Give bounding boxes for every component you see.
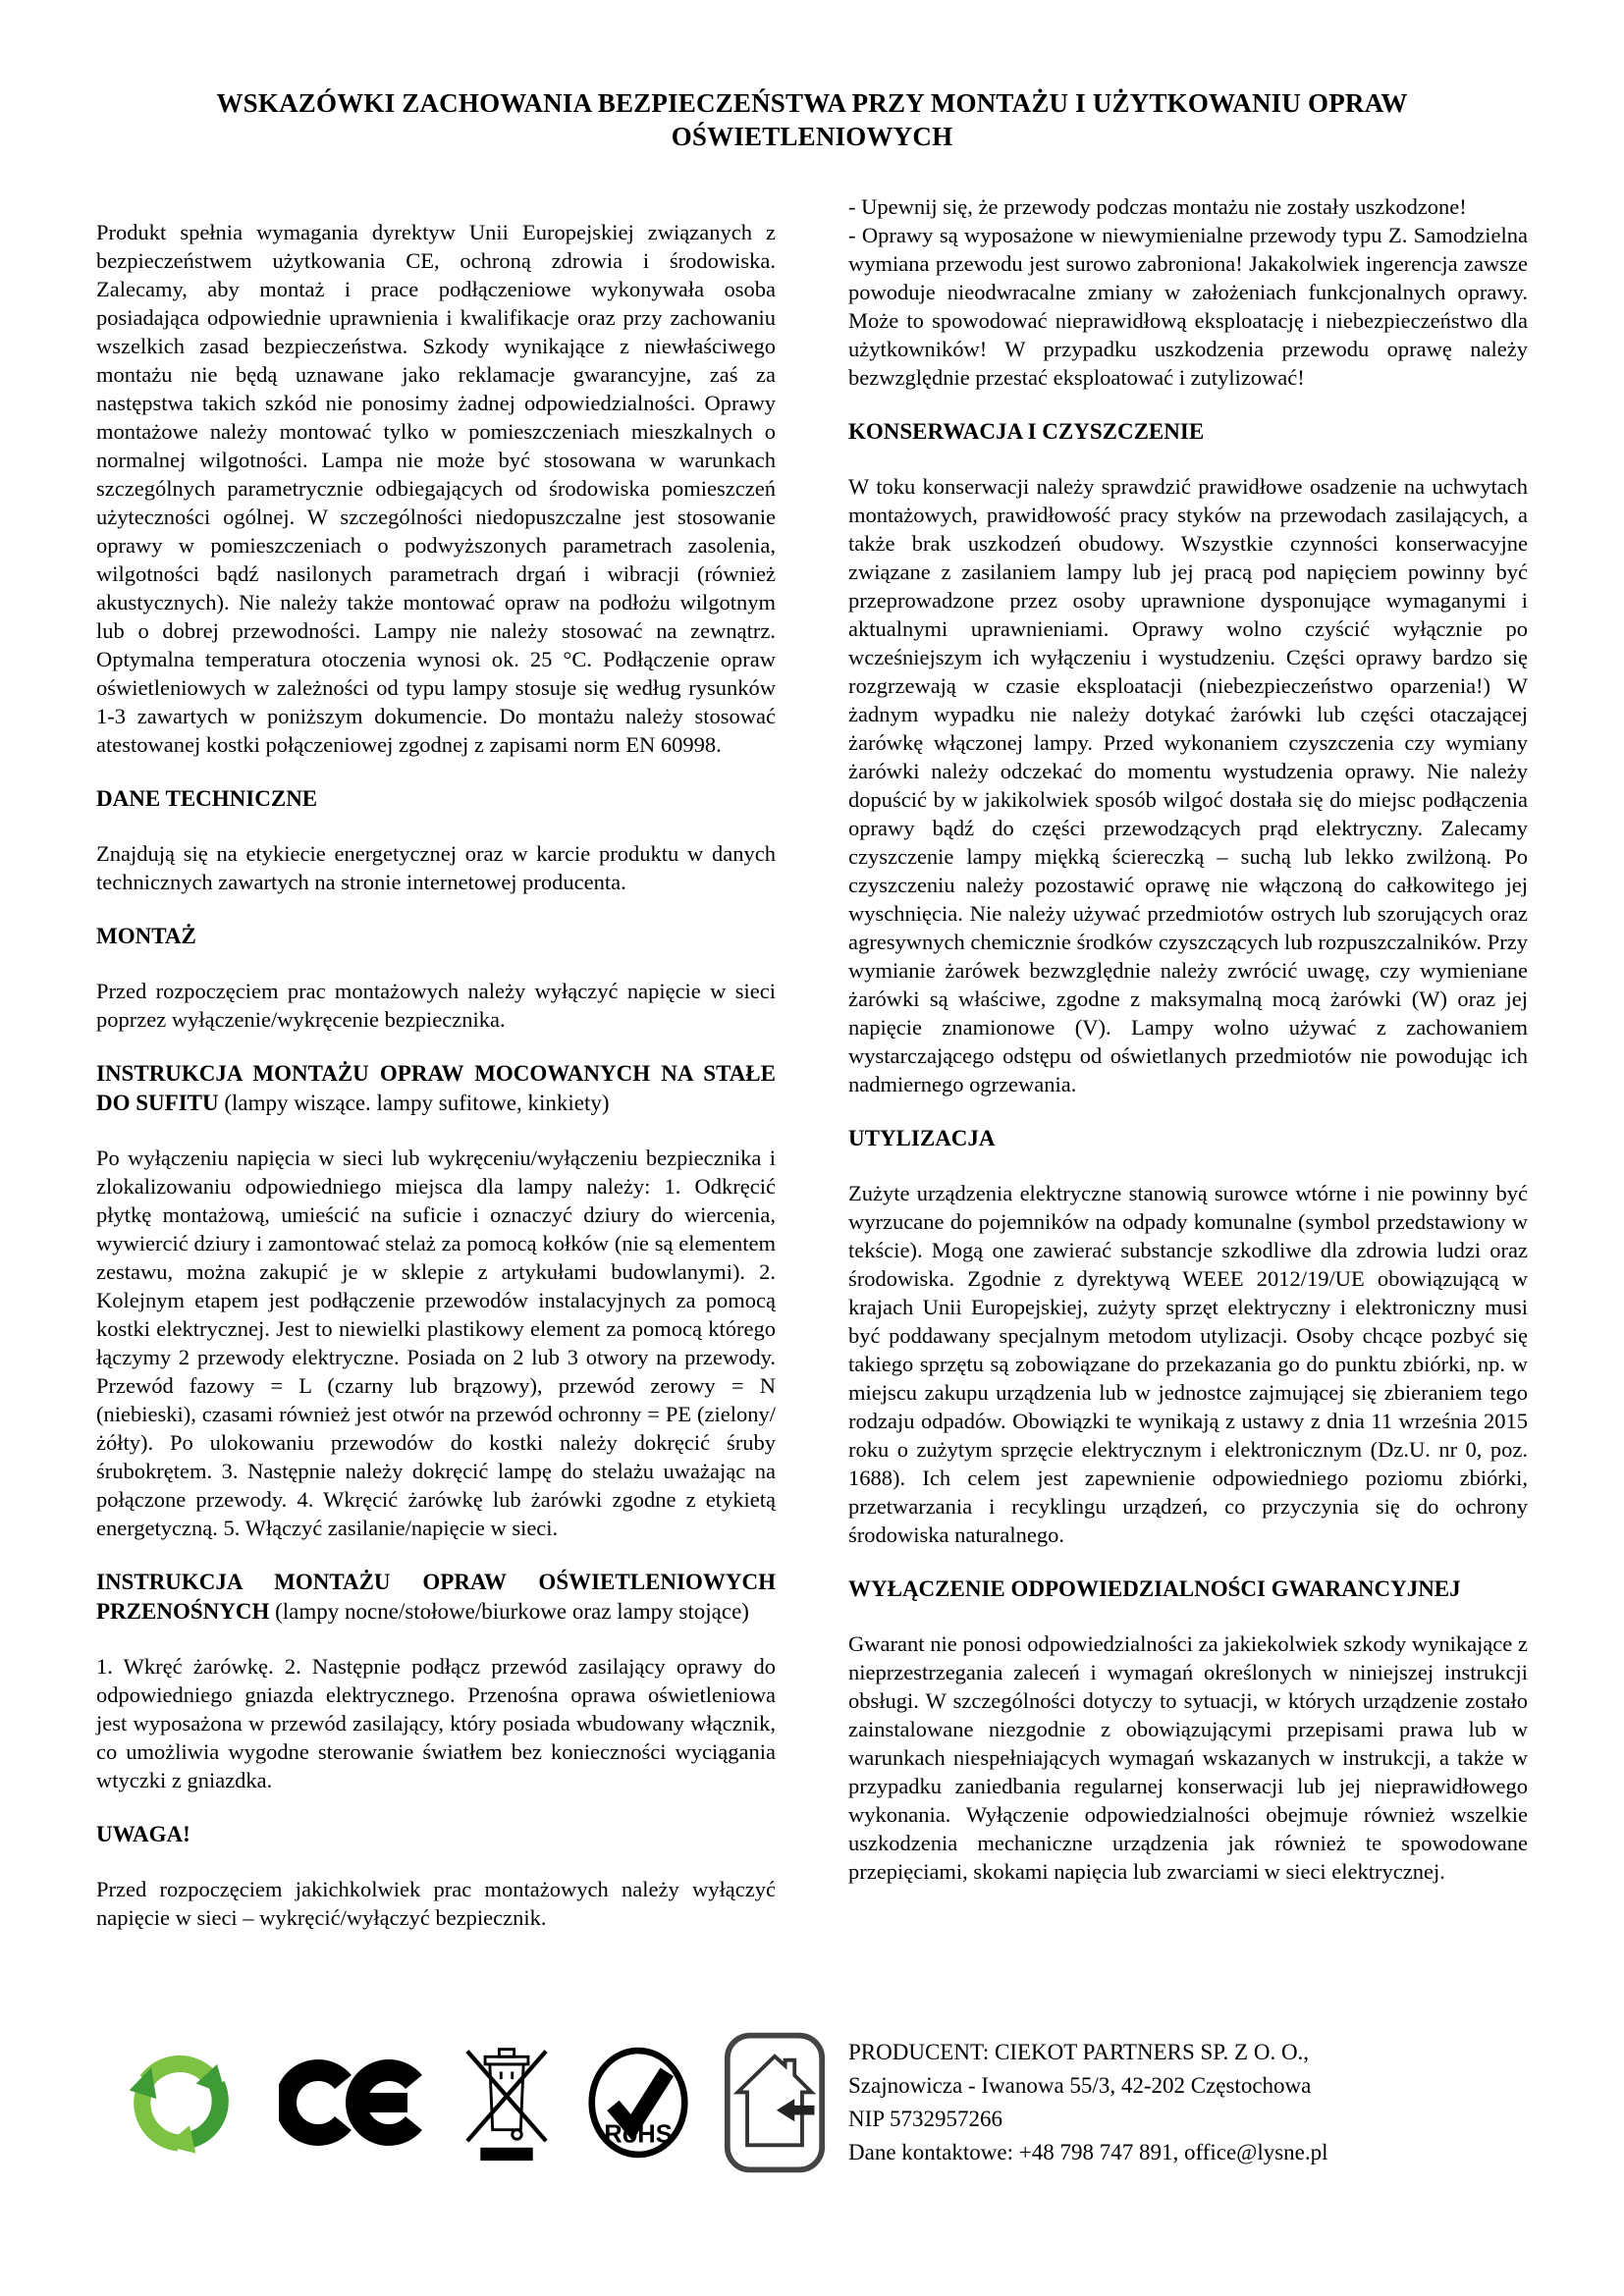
heading-instrukcja-sufit-note: (lampy wiszące. lampy sufitowe, kinkiety) [218,1091,610,1115]
warning-bullet-2: - Oprawy są wyposażone w niewymienialne przewody typu Z. Samodzielna wymiana przewodu jest surowo zabroniona! Jakakolwiek ingerencja zawsze powoduje nieodwracalne zmiany w założeniach funkcjonalnych oprawy. Może to spowodować nieprawidłową eksploatację i niebezpieczeństwo dla użytkowników! W przypadku uszkodzenia przewodu oprawę należy bezwzględnie przestać eksploatować i zutylizować! [848,223,1528,390]
rohs-icon [587,2046,689,2160]
producer-contact-line: Dane kontaktowe: +48 798 747 891, office@lysne.pl [848,2140,1328,2164]
heading-instrukcja-przenosne [96,1568,776,1627]
left-column [96,192,776,1957]
producer-address-line: Szajnowicza - Iwanowa 55/3, 42-202 Częstochowa [848,2073,1312,2098]
footer [96,2030,1528,2175]
rohs-label: RoHS [604,2120,673,2149]
heading-dane-techniczne: DANE TECHNICZNE [96,786,318,811]
producer-name-line: PRODUCENT: CIEKOT PARTNERS SP. Z O. O., [848,2040,1310,2064]
utylizacja-paragraph: Zużyte urządzenia elektryczne stanowią surowce wtórne i nie powinny być wyrzucane do pojemników na odpady komunalne (symbol przedstawiony w tekście). Mogą one zawierać substancje szkodliwe dla zdrowia ludzi oraz środowiska. Zgodnie z dyrektywą WEEE 2012/19/UE obowiązującą w krajach Unii Europejskiej, zużyty sprzęt elektryczny i elektroniczny musi być poddawany specjalnym metodom utylizacji. Osoby chcące pozbyć się takiego sprzętu są zobowiązane do przekazania go do punktu zbiórki, np. w miejscu zakupu urządzenia lub w jednostce zajmującej się zbieraniem tego rodzaju odpadów. Obowiązki te wynikają z ustawy z dnia 11 września 2015 roku o zużytym sprzęcie elektrycznym i elektronicznym (Dz.U. nr 0, poz. 1688). Ich celem jest zapewnienie odpowiedniego poziomu zbiórki, przetwarzania i recyklingu urządzeń, co przyczynia się do ochrony środowiska naturalnego. [848,1181,1528,1547]
heading-instrukcja-sufit [96,1059,776,1118]
house-return-icon [723,2030,827,2175]
ce-mark-icon [279,2054,426,2152]
montaz-paragraph: Przed rozpoczęciem prac montażowych należy wyłączyć napięcie w sieci poprzez wyłączenie/wykręcenie bezpiecznika. [96,979,776,1032]
certification-icons-row [96,2030,827,2175]
instrukcja-przenosne-paragraph: 1. Wkręć żarówkę. 2. Następnie podłącz przewód zasilający oprawy do odpowiedniego gniazda elektrycznego. Przenośna oprawa oświetleniowa jest wyposażona w przewód zasilający, który posiada wbudowany włącznik, co umożliwia wygodne sterowanie światłem bez konieczności wyciągania wtyczki z gniazdka. [96,1654,776,1792]
two-column-layout [96,192,1528,1957]
heading-utylizacja: UTYLIZACJA [848,1126,996,1150]
konserwacja-paragraph: W toku konserwacji należy sprawdzić prawidłowe osadzenie na uchwytach montażowych, prawidłowość pracy styków na przewodach zasilających, a także brak uszkodzeń obudowy. Wszystkie czynności konserwacyjne związane z zasilaniem lampy lub jej pracą pod napięciem powinny być przeprowadzone przez osoby uprawnione dysponujące wymaganymi i aktualnymi uprawnieniami. Oprawy wolno czyścić wyłącznie po wcześniejszym ich wyłączeniu i wystudzeniu. Części oprawy bardzo się rozgrzewają w czasie eksploatacji (niebezpieczeństwo oparzenia!) W żadnym wypadku nie należy dotykać żarówki lub części otaczającej żarówkę włączonej lampy. Przed wykonaniem czyszczenia czy wymiany żarówki należy odczekać do momentu wystudzenia oprawy. Nie należy dopuścić by w jakikolwiek sposób wilgoć dostała się do miejsc podłączenia oprawy bądź do części przewodzących prąd elektryczny. Zalecamy czyszczenie lampy miękką ściereczką – suchą lub lekko zwilżoną. Po czyszczeniu należy pozostawić oprawę nie włączoną do całkowitego jej wyschnięcia. Nie należy używać przedmiotów ostrych lub szorujących oraz agresywnych chemicznie środków czyszczących lub rozpuszczalników. Przy wymianie żarówek bezwzględnie należy zwrócić uwagę, czy wymieniane żarówki są właściwe, zgodne z maksymalną mocą żarówki (W) oraz jej napięcie znamionowe (V). Lampy wolno używać z zachowaniem wystarczającego odstępu od oświetlanych przedmiotów nie powodując ich nadmiernego ogrzewania. [848,474,1528,1096]
heading-instrukcja-przenosne-note: (lampy nocne/stołowe/biurkowe oraz lampy stojące) [269,1599,749,1624]
heading-gwarancja: WYŁĄCZENIE ODPOWIEDZIALNOŚCI GWARANCYJNEJ [848,1576,1461,1601]
heading-uwaga: UWAGA! [96,1822,190,1846]
gwarancja-paragraph: Gwarant nie ponosi odpowiedzialności za jakiekolwiek szkody wynikające z nieprzestrzegania zaleceń i wymagań określonych w niniejszej instrukcji obsługi. W szczególności dotyczy to sytuacji, w których urządzenie zostało zainstalowane niezgodnie z obowiązującymi przepisami prawa lub w warunkach niespełniających wymagań wskazanych w instrukcji, a także w przypadku zaniedbania regularnej konserwacji lub jej nieprawidłowego wykonania. Wyłączenie odpowiedzialności obejmuje również wszelkie uszkodzenia mechaniczne urządzenia jak również te spowodowane przepięciami, skokami napięcia lub zwarciami w sieci elektrycznej. [848,1631,1528,1884]
producer-nip-line: NIP 5732957266 [848,2107,1002,2131]
intro-paragraph: Produkt spełnia wymagania dyrektyw Unii Europejskiej związanych z bezpieczeństwem użytkowania CE, ochroną zdrowia i środowiska. Zalecamy, aby montaż i prace podłączeniowe wykonywała osoba posiadająca odpowiednie uprawnienia i kwalifikacje oraz przy zachowaniu wszelkich zasad bezpieczeństwa. Szkody wynikające z niewłaściwego montażu nie będą uznawane jako reklamacje gwarancyjne, zaś za następstwa takich szkód nie ponosimy żadnej odpowiedzialności. Oprawy montażowe należy montować tylko w pomieszczeniach mieszkalnych o normalnej wilgotności. Lampa nie może być stosowana w warunkach szczególnych parametrycznie odbiegających od środowiska pomieszczeń użyteczności ogólnej. W szczególności niedopuszczalne jest stosowanie oprawy w pomieszczeniach o podwyższonych parametrach zasolenia, wilgotności bądź nasilonych parametrach drgań i wibracji (również akustycznych). Nie należy także montować opraw na podłożu wilgotnym lub o dobrej przewodności. Lampy nie należy stosować na zewnątrz. Optymalna temperatura otoczenia wynosi ok. 25 °C. Podłączenie opraw oświetleniowych w zależności od typu lampy stosuje się według rysunków 1-3 zawartych w poniższym dokumencie. Do montażu należy stosować atestowanej kostki połączeniowej zgodnej z zapisami norm EN 60998. [96,220,776,757]
dane-techniczne-paragraph: Znajdują się na etykiecie energetycznej oraz w karcie produktu w danych technicznych zawartych na stronie internetowej producenta. [96,841,776,894]
weee-bin-icon [460,2042,554,2163]
heading-konserwacja: KONSERWACJA I CZYSZCZENIE [848,419,1205,444]
heading-instrukcja-sufit-bold: INSTRUKCJA MONTAŻU OPRAW MOCOWANYCH NA STAŁE DO SUFITU [96,1061,776,1115]
right-column [848,192,1528,1911]
heading-montaz: MONTAŻ [96,924,196,948]
producer-info [848,2036,1528,2169]
heading-instrukcja-przenosne-bold: INSTRUKCJA MONTAŻU OPRAW OŚWIETLENIOWYCH PRZENOŚNYCH [96,1570,776,1624]
page-title: WSKAZÓWKI ZACHOWANIA BEZPIECZEŃSTWA PRZY MONTAŻU I UŻYTKOWANIU OPRAW OŚWIETLENIOWYCH [216,88,1408,151]
recycling-icon [116,2038,245,2167]
warning-bullet-1: - Upewnij się, że przewody podczas montażu nie zostały uszkodzone! [848,194,1467,219]
instrukcja-sufit-paragraph: Po wyłączeniu napięcia w sieci lub wykręceniu/wyłączeniu bezpiecznika i zlokalizowaniu odpowiedniego miejsca dla lampy należy: 1. Odkręcić płytkę montażową, umieścić na suficie i oznaczyć dziury do wiercenia, wywiercić dziury i zamontować stelaż za pomocą kołków (nie są elementem zestawu, można zakupić je w sklepie z artykułami budowlanymi). 2. Kolejnym etapem jest podłączenie przewodów instalacyjnych za pomocą kostki elektrycznej. Jest to niewielki plastikowy element za pomocą którego łączymy 2 przewody elektryczne. Posiada on 2 lub 3 otwory na przewody. Przewód fazowy = L (czarny lub brązowy), przewód zerowy = N (niebieski), czasami również jest otwór na przewód ochronny = PE (zielony/żółty). Po ulokowaniu przewodów do kostki należy dokręcić śruby śrubokrętem. 3. Następnie należy dokręcić lampę do stelażu uważając na połączone przewody. 4. Wkręcić żarówkę lub żarówki zgodne z etykietą energetyczną. 5. Włączyć zasilanie/napięcie w sieci. [96,1146,776,1540]
uwaga-paragraph: Przed rozpoczęciem jakichkolwiek prac montażowych należy wyłączyć napięcie w sieci – wykręcić/wyłączyć bezpiecznik. [96,1877,776,1930]
